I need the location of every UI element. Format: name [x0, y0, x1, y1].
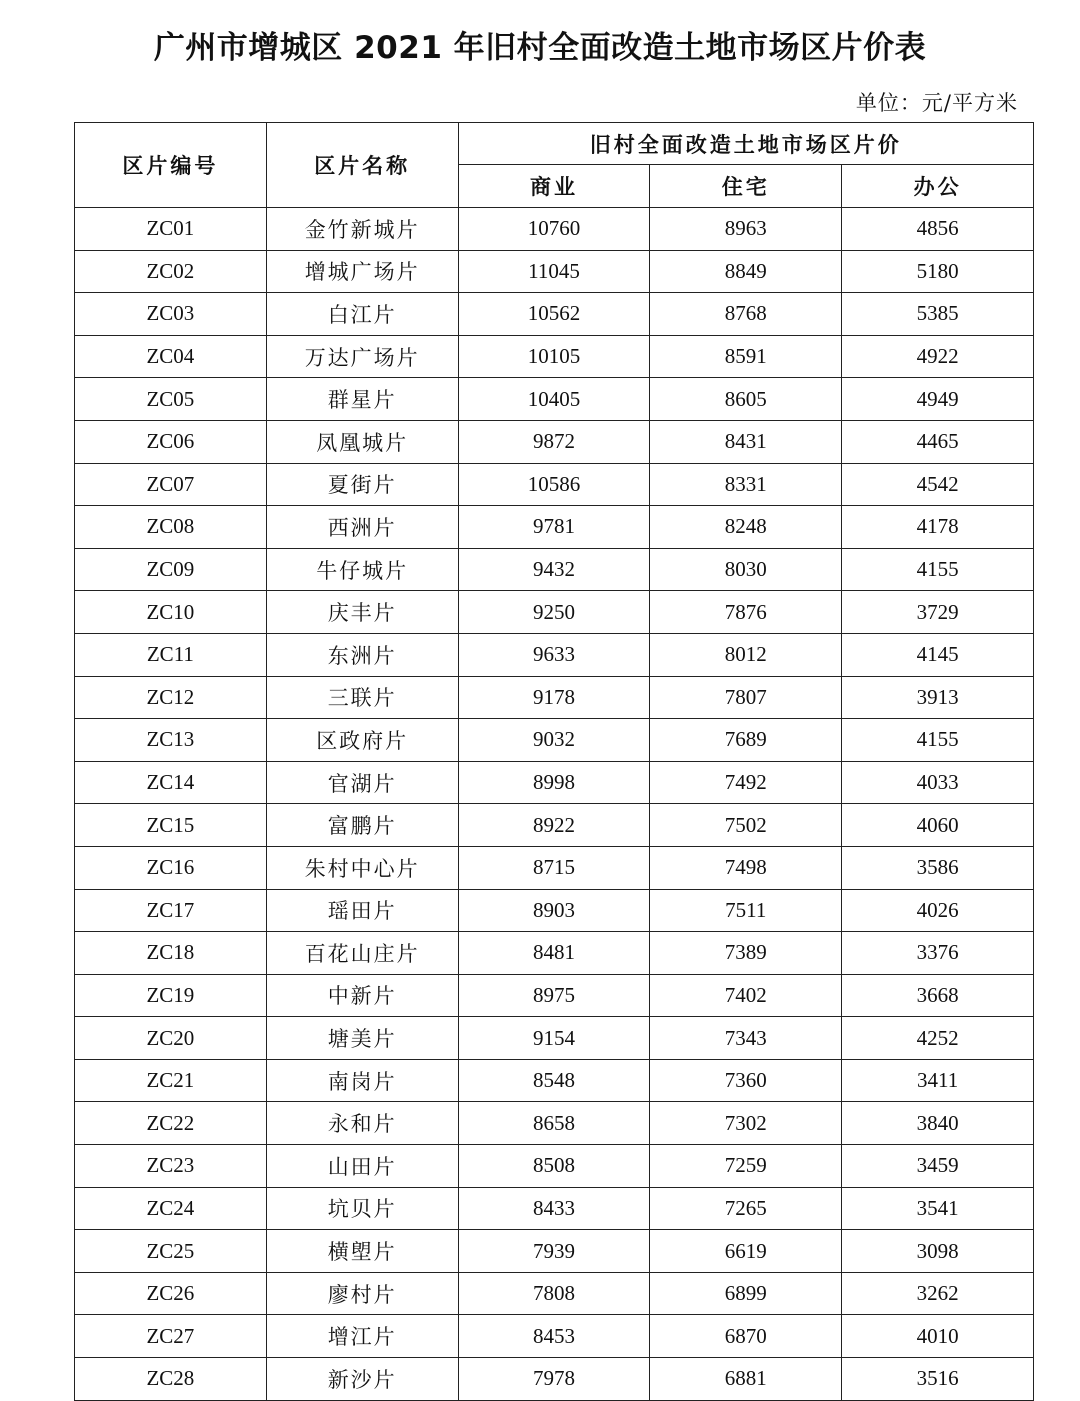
commercial-price-cell: 8903: [458, 889, 650, 932]
office-price-cell: 3729: [842, 591, 1034, 634]
commercial-price-cell: 8975: [458, 974, 650, 1017]
zone-code-cell: ZC02: [75, 250, 267, 293]
zone-code-cell: ZC21: [75, 1059, 267, 1102]
residential-price-cell: 8605: [650, 378, 842, 421]
table-row: [75, 1272, 1034, 1315]
zone-code-cell: ZC14: [75, 761, 267, 804]
commercial-price-cell: 7808: [458, 1272, 650, 1315]
residential-price-cell: 7876: [650, 591, 842, 634]
residential-price-cell: 7807: [650, 676, 842, 719]
commercial-price-cell: 8715: [458, 846, 650, 889]
zone-code-cell: ZC25: [75, 1230, 267, 1273]
office-price-cell: 3262: [842, 1272, 1034, 1315]
commercial-price-cell: 11045: [458, 250, 650, 293]
office-price-cell: 4060: [842, 804, 1034, 847]
commercial-price-cell: 10405: [458, 378, 650, 421]
zone-name-cell: 坑贝片: [266, 1187, 458, 1230]
commercial-price-cell: 10760: [458, 208, 650, 251]
zone-code-cell: ZC18: [75, 932, 267, 975]
zone-name-cell: 中新片: [266, 974, 458, 1017]
zone-name-cell: 朱村中心片: [266, 846, 458, 889]
zone-name-cell: 增城广场片: [266, 250, 458, 293]
office-price-cell: 4465: [842, 420, 1034, 463]
residential-price-cell: 6870: [650, 1315, 842, 1358]
zone-name-cell: 塘美片: [266, 1017, 458, 1060]
commercial-price-cell: 8658: [458, 1102, 650, 1145]
zone-code-cell: ZC04: [75, 335, 267, 378]
office-price-cell: 5385: [842, 293, 1034, 336]
zone-code-cell: ZC19: [75, 974, 267, 1017]
zone-code-cell: ZC20: [75, 1017, 267, 1060]
zone-code-cell: ZC09: [75, 548, 267, 591]
residential-price-cell: 7343: [650, 1017, 842, 1060]
residential-price-cell: 8030: [650, 548, 842, 591]
zone-name-cell: 区政府片: [266, 719, 458, 762]
commercial-price-cell: 8922: [458, 804, 650, 847]
office-price-cell: 3411: [842, 1059, 1034, 1102]
zone-code-cell: ZC05: [75, 378, 267, 421]
residential-price-cell: 7402: [650, 974, 842, 1017]
table-row: [75, 1315, 1034, 1358]
zone-code-cell: ZC15: [75, 804, 267, 847]
zone-name-cell: 西洲片: [266, 506, 458, 549]
zone-code-cell: ZC16: [75, 846, 267, 889]
commercial-price-cell: 7939: [458, 1230, 650, 1273]
zone-name-cell: 南岗片: [266, 1059, 458, 1102]
zone-code-cell: ZC08: [75, 506, 267, 549]
office-price-cell: 4542: [842, 463, 1034, 506]
residential-price-cell: 7511: [650, 889, 842, 932]
commercial-price-cell: 9432: [458, 548, 650, 591]
commercial-price-cell: 8433: [458, 1187, 650, 1230]
zone-code-cell: ZC26: [75, 1272, 267, 1315]
table-row: [75, 1358, 1034, 1401]
office-price-cell: 3668: [842, 974, 1034, 1017]
zone-name-cell: 瑶田片: [266, 889, 458, 932]
table-row: [75, 250, 1034, 293]
residential-price-cell: 7360: [650, 1059, 842, 1102]
zone-code-cell: ZC07: [75, 463, 267, 506]
zone-name-cell: 群星片: [266, 378, 458, 421]
table-row: [75, 719, 1034, 762]
table-row: [75, 761, 1034, 804]
table-row: [75, 208, 1034, 251]
zone-name-cell: 百花山庄片: [266, 932, 458, 975]
table-row: [75, 846, 1034, 889]
zone-name-cell: 庆丰片: [266, 591, 458, 634]
residential-price-cell: 7689: [650, 719, 842, 762]
table-row: [75, 932, 1034, 975]
commercial-price-cell: 9781: [458, 506, 650, 549]
unit-label: 单位：元/平方米: [855, 91, 1018, 115]
residential-price-cell: 7492: [650, 761, 842, 804]
zone-name-cell: 官湖片: [266, 761, 458, 804]
commercial-price-cell: 9154: [458, 1017, 650, 1060]
office-price-cell: 3913: [842, 676, 1034, 719]
table-row: [75, 633, 1034, 676]
zone-name-cell: 横塱片: [266, 1230, 458, 1273]
residential-price-cell: 6881: [650, 1358, 842, 1401]
zone-code-cell: ZC13: [75, 719, 267, 762]
table-row: [75, 804, 1034, 847]
commercial-price-cell: 10105: [458, 335, 650, 378]
commercial-price-cell: 8998: [458, 761, 650, 804]
zone-code-cell: ZC12: [75, 676, 267, 719]
office-price-cell: 4252: [842, 1017, 1034, 1060]
table-row: [75, 1059, 1034, 1102]
zone-name-cell: 金竹新城片: [266, 208, 458, 251]
residential-price-cell: 6899: [650, 1272, 842, 1315]
zone-code-cell: ZC03: [75, 293, 267, 336]
residential-price-cell: 8331: [650, 463, 842, 506]
table-row: [75, 506, 1034, 549]
residential-price-cell: 7259: [650, 1145, 842, 1188]
zone-code-cell: ZC24: [75, 1187, 267, 1230]
header-residential: 住宅: [650, 165, 842, 208]
zone-name-cell: 山田片: [266, 1145, 458, 1188]
zone-code-cell: ZC10: [75, 591, 267, 634]
zone-name-cell: 白江片: [266, 293, 458, 336]
residential-price-cell: 6619: [650, 1230, 842, 1273]
commercial-price-cell: 9178: [458, 676, 650, 719]
table-row: [75, 1187, 1034, 1230]
zone-code-cell: ZC23: [75, 1145, 267, 1188]
table-row: [75, 889, 1034, 932]
zone-name-cell: 牛仔城片: [266, 548, 458, 591]
table-row: [75, 378, 1034, 421]
residential-price-cell: 8248: [650, 506, 842, 549]
zone-code-cell: ZC28: [75, 1358, 267, 1401]
residential-price-cell: 7265: [650, 1187, 842, 1230]
zone-code-cell: ZC27: [75, 1315, 267, 1358]
commercial-price-cell: 9872: [458, 420, 650, 463]
office-price-cell: 3586: [842, 846, 1034, 889]
residential-price-cell: 7302: [650, 1102, 842, 1145]
office-price-cell: 4856: [842, 208, 1034, 251]
zone-code-cell: ZC22: [75, 1102, 267, 1145]
office-price-cell: 4922: [842, 335, 1034, 378]
zone-name-cell: 永和片: [266, 1102, 458, 1145]
office-price-cell: 4145: [842, 633, 1034, 676]
table-row: [75, 1145, 1034, 1188]
commercial-price-cell: 9032: [458, 719, 650, 762]
zone-name-cell: 万达广场片: [266, 335, 458, 378]
header-row-1: [75, 123, 1034, 165]
commercial-price-cell: 9250: [458, 591, 650, 634]
header-price-group: 旧村全面改造土地市场区片价: [458, 123, 1033, 165]
office-price-cell: 4026: [842, 889, 1034, 932]
header-office: 办公: [842, 165, 1034, 208]
table-row: [75, 293, 1034, 336]
zone-name-cell: 凤凰城片: [266, 420, 458, 463]
residential-price-cell: 8963: [650, 208, 842, 251]
residential-price-cell: 8012: [650, 633, 842, 676]
residential-price-cell: 7498: [650, 846, 842, 889]
zone-name-cell: 新沙片: [266, 1358, 458, 1401]
table-row: [75, 974, 1034, 1017]
office-price-cell: 4178: [842, 506, 1034, 549]
zone-code-cell: ZC17: [75, 889, 267, 932]
commercial-price-cell: 8548: [458, 1059, 650, 1102]
office-price-cell: 4949: [842, 378, 1034, 421]
residential-price-cell: 7389: [650, 932, 842, 975]
header-zone-code: 区片编号: [75, 123, 267, 208]
residential-price-cell: 8849: [650, 250, 842, 293]
commercial-price-cell: 7978: [458, 1358, 650, 1401]
zone-name-cell: 夏街片: [266, 463, 458, 506]
office-price-cell: 3459: [842, 1145, 1034, 1188]
zone-code-cell: ZC06: [75, 420, 267, 463]
office-price-cell: 4155: [842, 719, 1034, 762]
residential-price-cell: 7502: [650, 804, 842, 847]
commercial-price-cell: 8453: [458, 1315, 650, 1358]
office-price-cell: 3541: [842, 1187, 1034, 1230]
office-price-cell: 3516: [842, 1358, 1034, 1401]
office-price-cell: 3098: [842, 1230, 1034, 1273]
commercial-price-cell: 8508: [458, 1145, 650, 1188]
office-price-cell: 4010: [842, 1315, 1034, 1358]
table-row: [75, 420, 1034, 463]
office-price-cell: 3840: [842, 1102, 1034, 1145]
zone-code-cell: ZC11: [75, 633, 267, 676]
header-zone-name: 区片名称: [266, 123, 458, 208]
zone-name-cell: 东洲片: [266, 633, 458, 676]
header-commercial: 商业: [458, 165, 650, 208]
table-row: [75, 1230, 1034, 1273]
table-body: [75, 208, 1034, 1401]
zone-name-cell: 富鹏片: [266, 804, 458, 847]
zone-name-cell: 增江片: [266, 1315, 458, 1358]
table-row: [75, 463, 1034, 506]
commercial-price-cell: 9633: [458, 633, 650, 676]
zone-name-cell: 廖村片: [266, 1272, 458, 1315]
commercial-price-cell: 10586: [458, 463, 650, 506]
table-row: [75, 1017, 1034, 1060]
commercial-price-cell: 10562: [458, 293, 650, 336]
office-price-cell: 5180: [842, 250, 1034, 293]
office-price-cell: 3376: [842, 932, 1034, 975]
residential-price-cell: 8591: [650, 335, 842, 378]
residential-price-cell: 8431: [650, 420, 842, 463]
table-row: [75, 591, 1034, 634]
residential-price-cell: 8768: [650, 293, 842, 336]
table-row: [75, 335, 1034, 378]
office-price-cell: 4033: [842, 761, 1034, 804]
zone-name-cell: 三联片: [266, 676, 458, 719]
zone-code-cell: ZC01: [75, 208, 267, 251]
table-header: [75, 123, 1034, 208]
table-row: [75, 548, 1034, 591]
price-table: [74, 122, 1034, 1401]
table-row: [75, 1102, 1034, 1145]
office-price-cell: 4155: [842, 548, 1034, 591]
page-title: 广州市增城区 2021 年旧村全面改造土地市场区片价表: [153, 30, 927, 66]
table-row: [75, 676, 1034, 719]
commercial-price-cell: 8481: [458, 932, 650, 975]
